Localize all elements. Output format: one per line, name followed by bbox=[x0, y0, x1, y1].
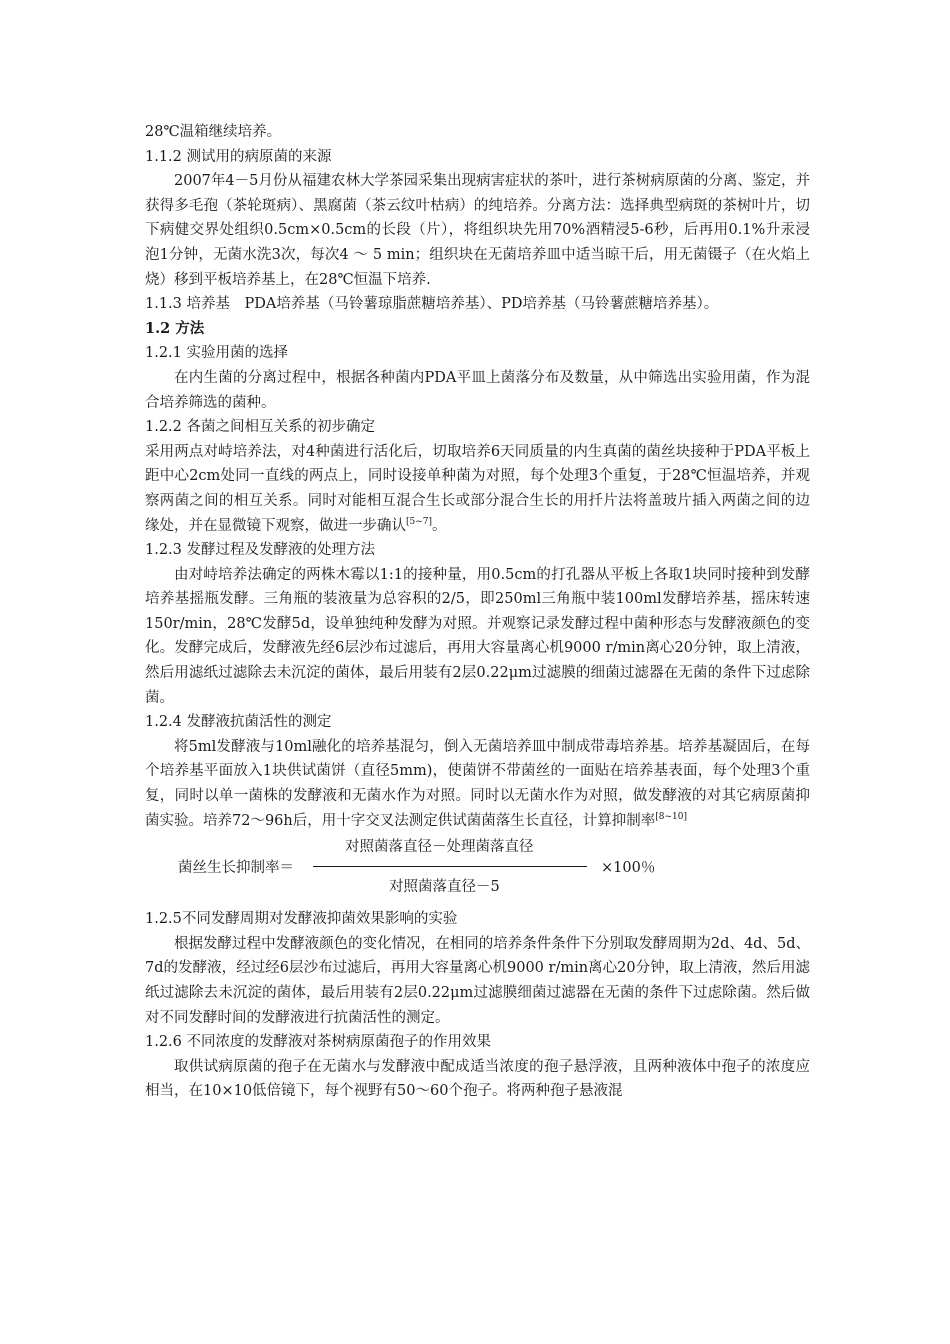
formula-denominator: 对照菌落直径－5 bbox=[389, 879, 500, 896]
formula-label: 菌丝生长抑制率＝ bbox=[178, 860, 294, 877]
section-heading: 1.2.6 不同浓度的发酵液对茶树病原菌孢子的作用效果 bbox=[145, 1034, 492, 1051]
formula bbox=[145, 835, 810, 901]
paragraph: 根据发酵过程中发酵液颜色的变化情况，在相同的培养条件条件下分别取发酵周期为2d、4d、5d、7d的发酵液，经过经6层沙布过滤后，再用大容量离心机9000 r/min离心20分钟，取上清液，然后用滤纸过滤除去未沉淀的菌体，最后用装有2层0.22μm过滤膜细菌过滤器在无菌的条件下过虑除菌。然后做对不同发酵时间的发酵液进行抗菌活性的测定。 bbox=[145, 935, 810, 1026]
section-heading: 1.2.5不同发酵周期对发酵液抑菌效果影响的实验 bbox=[145, 911, 458, 928]
formula-numerator: 对照菌落直径－处理菌落直径 bbox=[345, 839, 534, 856]
paragraph: 取供试病原菌的孢子在无菌水与发酵液中配成适当浓度的孢子悬浮液，且两种液体中孢子的浓度应相当，在10×10低倍镜下，每个视野有50～60个孢子。将两种孢子悬液混 bbox=[145, 1058, 810, 1100]
section-heading: 1.2 方法 bbox=[145, 319, 205, 337]
fraction-bar bbox=[313, 866, 587, 867]
paragraph-text: 采用两点对峙培养法，对4种菌进行活化后，切取培养6天同质量的内生真菌的菌丝块接种于PDA平板上距中心2cm处同一直线的两点上，同时设接单种菌为对照，每个处理3个重复，于28℃恒温培养，并观察两菌之间的相互关系。同时对能相互混合生长或部分混合生长的用扦片法将盖玻片插入两菌之间的边缘处，并在显微镜下观察，做进一步确认 bbox=[145, 443, 810, 534]
paragraph-text: 将5ml发酵液与10ml融化的培养基混匀，倒入无菌培养皿中制成带毒培养基。培养基凝固后，在每个培养基平面放入1块供试菌饼（直径5mm)，使菌饼不带菌丝的一面贴在培养基表面，每个处理3个重复，同时以单一菌株的发酵液和无菌水作为对照。同时以无菌水作为对照，做发酵液的对其它病原菌抑菌实验。培养72～96h后，用十字交叉法测定供试菌菌落生长直径，计算抑制率 bbox=[145, 738, 810, 829]
paragraph: 由对峙培养法确定的两株木霉以1:1的接种量，用0.5cm的打孔器从平板上各取1块同时接种到发酵培养基摇瓶发酵。三角瓶的装液量为总容积的2/5，即250ml三角瓶中装100ml发酵培养基，摇床转速150r/min，28℃发酵5d，设单独纯种发酵为对照。并观察记录发酵过程中菌种形态与发酵液颜色的变化。发酵完成后，发酵液先经6层沙布过滤后，再用大容量离心机9000 r/min离心20分钟，取上清液，然后用滤纸过滤除去未沉淀的菌体，最后用装有2层0.22μm过滤膜的细菌过滤器在无菌的条件下过虑除菌。 bbox=[145, 566, 810, 706]
section-heading: 1.1.3 培养基 PDA培养基（马铃薯琼脂蔗糖培养基）、PD培养基（马铃薯蔗糖培养基）。 bbox=[145, 296, 719, 313]
paragraph bbox=[145, 735, 810, 833]
paragraph bbox=[145, 440, 810, 538]
document-page bbox=[145, 120, 810, 1104]
section-heading: 1.2.4 发酵液抗菌活性的测定 bbox=[145, 714, 332, 731]
section-heading: 1.2.2 各菌之间相互关系的初步确定 bbox=[145, 419, 376, 436]
section-heading: 1.2.1 实验用菌的选择 bbox=[145, 345, 289, 362]
citation: [5~7] bbox=[406, 516, 433, 527]
paragraph: 2007年4－5月份从福建农林大学茶园采集出现病害症状的茶叶，进行茶树病原菌的分离、鉴定，并获得多毛孢（茶轮斑病）、黑腐菌（茶云纹叶枯病）的纯培养。分离方法：选择典型病斑的茶树叶片，切下病健交界处组织0.5cm×0.5cm的长段（片），将组织块先用70%酒精浸5-6秒，后再用0.1%升汞浸泡1分钟，无菌水洗3次，每次4 ～ 5 min；组织块在无菌培养皿中适当晾干后，用无菌镊子（在火焰上烧）移到平板培养基上，在28℃恒温下培养. bbox=[145, 173, 810, 288]
paragraph: 28℃温箱继续培养。 bbox=[145, 124, 282, 140]
section-heading: 1.2.3 发酵过程及发酵液的处理方法 bbox=[145, 542, 376, 559]
paragraph: 在内生菌的分离过程中，根据各种菌内PDA平皿上菌落分布及数量，从中筛选出实验用菌，作为混合培养筛选的菌种。 bbox=[145, 369, 810, 411]
citation: [8~10] bbox=[655, 811, 687, 822]
formula-factor: ×100％ bbox=[601, 860, 656, 877]
section-heading: 1.1.2 测试用的病原菌的来源 bbox=[145, 148, 332, 165]
paragraph-end: 。 bbox=[432, 517, 447, 534]
